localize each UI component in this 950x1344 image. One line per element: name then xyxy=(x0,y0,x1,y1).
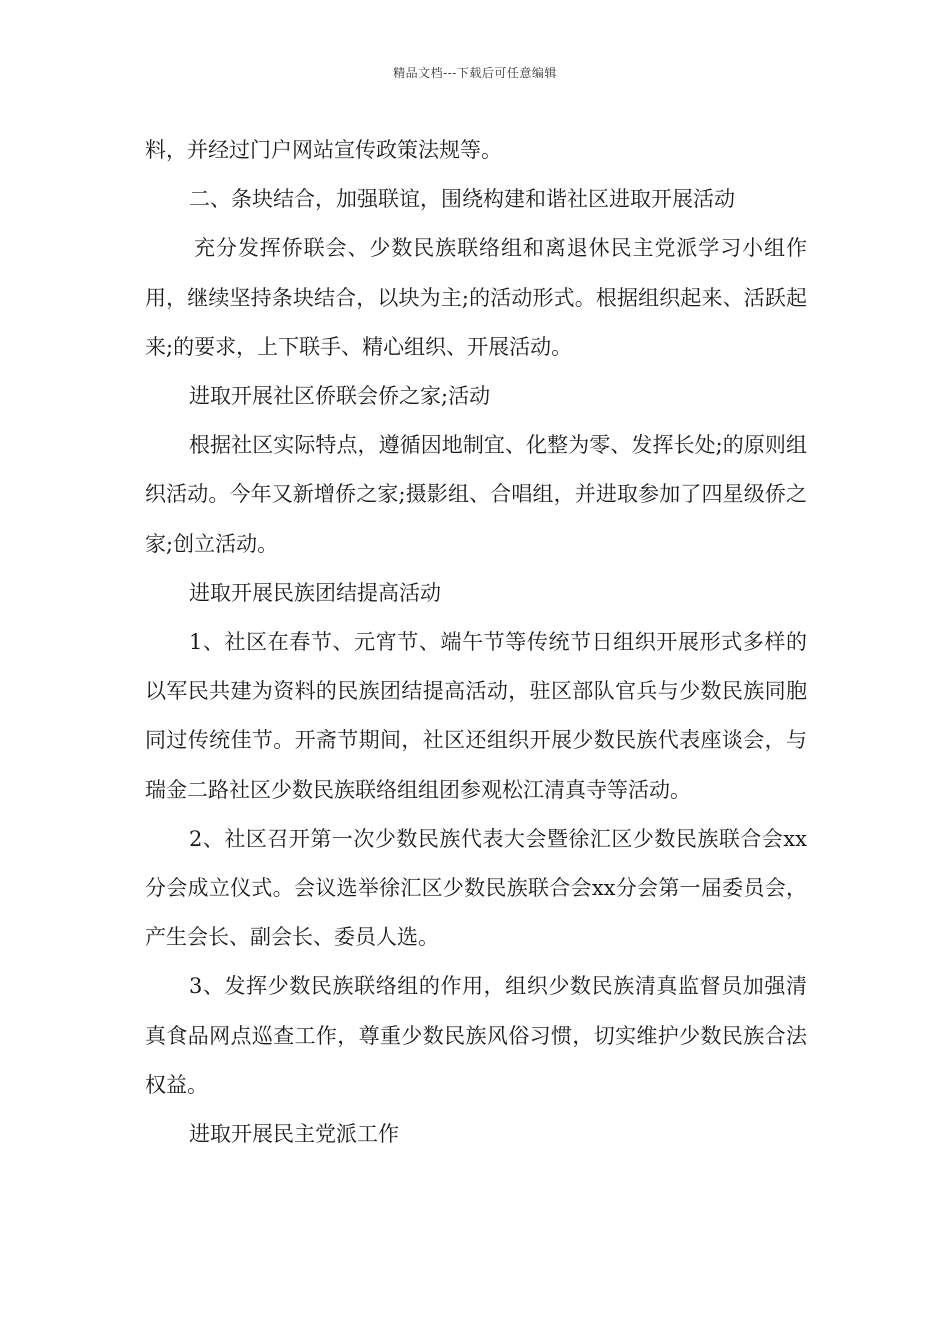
paragraph-overseas-home: 根据社区实际特点，遵循因地制宜、化整为零、发挥长处;的原则组织活动。今年又新增侨之家;摄影组、合唱组，并进取参加了四星级侨之家;创立活动。 xyxy=(145,433,807,556)
subheading-overseas-home: 进取开展社区侨联会侨之家;活动 xyxy=(189,384,491,409)
list-item-1: 1、社区在春节、元宵节、端午节等传统节日组织开展形式多样的以军民共建为资料的民族团结提高活动，驻区部队官兵与少数民族同胞同过传统佳节。开斋节期间，社区还组织开展少数民族代表座谈会，与瑞金二路社区少数民族联络组组团参观松江清真寺等活动。 xyxy=(145,630,807,802)
paragraph-overseas-minority-groups: 充分发挥侨联会、少数民族联络组和离退休民主党派学习小组作用，继续坚持条块结合，以块为主;的活动形式。根据组织起来、活跃起来;的要求，上下联手、精心组织、开展活动。 xyxy=(145,236,807,359)
subheading-democratic-parties: 进取开展民主党派工作 xyxy=(189,1122,399,1147)
list-item-3: 3、发挥少数民族联络组的作用，组织少数民族清真监督员加强清真食品网点巡查工作，尊重少数民族风俗习惯，切实维护少数民族合法权益。 xyxy=(145,974,807,1097)
document-body xyxy=(145,126,807,1159)
paragraph-continuation: 料，并经过门户网站宣传政策法规等。 xyxy=(145,138,502,162)
list-item-2: 2、社区召开第一次少数民族代表大会暨徐汇区少数民族联合会xx分会成立仪式。会议选举徐汇区少数民族联合会xx分会第一届委员会，产生会长、副会长、委员人选。 xyxy=(145,826,807,950)
subheading-ethnic-unity: 进取开展民族团结提高活动 xyxy=(189,580,441,605)
page-header: 精品文档---下载后可任意编辑 xyxy=(393,66,557,80)
section-heading-2: 二、条块结合，加强联谊，围绕构建和谐社区进取开展活动 xyxy=(189,187,735,212)
